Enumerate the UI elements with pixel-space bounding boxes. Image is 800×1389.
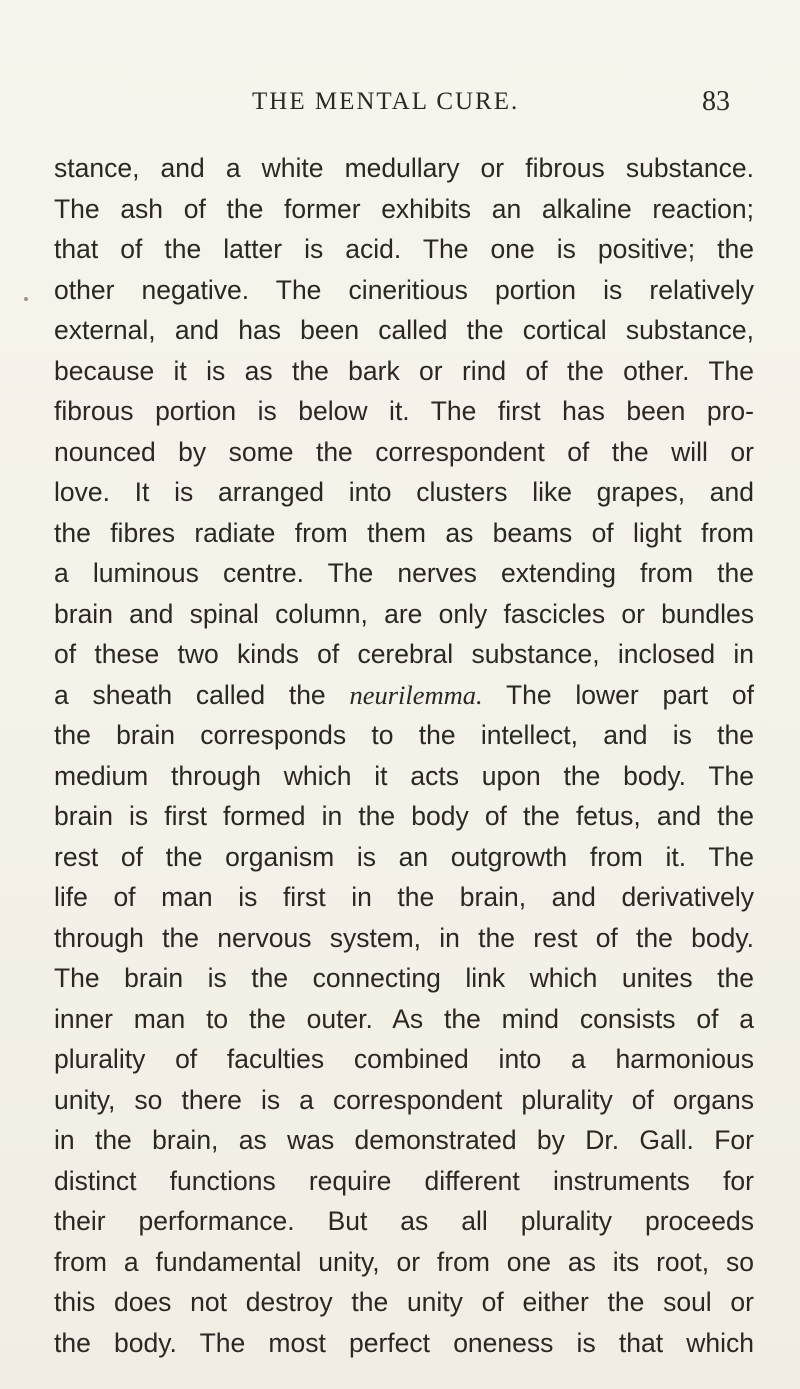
text-segment: a sheath called the — [54, 679, 326, 710]
text-line: this does not destroy the unity of either the soul or — [54, 1287, 754, 1317]
text-line: other negative. The cineritious portion is relatively — [54, 274, 754, 305]
text-line: inner man to the outer. As the mind consists of a — [54, 1003, 754, 1034]
text-line: the brain corresponds to the intellect, and is the — [54, 720, 754, 750]
text-line: love. It is arranged into clusters like grapes, and — [54, 477, 754, 507]
text-line: The ash of the former exhibits an alkaline reaction; — [54, 193, 754, 224]
text-line: life of man is first in the brain, and derivatively — [54, 882, 754, 912]
text-line: that of the latter is acid. The one is positive; the — [54, 234, 754, 264]
text-line: fibrous portion is below it. The first has been pro- — [54, 396, 754, 426]
running-title: THE MENTAL CURE. — [252, 88, 520, 115]
text-line: brain and spinal column, are only fascicles or bundles — [54, 598, 754, 629]
text-line-with-italic — [54, 675, 754, 716]
text-line: nounced by some the correspondent of the will or — [54, 436, 754, 467]
text-line: through the nervous system, in the rest of the body. — [54, 922, 754, 953]
italic-term: neurilemma. — [349, 679, 483, 710]
text-line: distinct functions require different instruments for — [54, 1165, 754, 1196]
text-line: stance, and a white medullary or fibrous substance. — [54, 153, 754, 183]
text-line: medium through which it acts upon the body. The — [54, 760, 754, 791]
text-line: brain is first formed in the body of the fetus, and the — [54, 801, 754, 831]
text-line: rest of the organism is an outgrowth from it. The — [54, 841, 754, 872]
text-line: the fibres radiate from them as beams of light from — [54, 517, 754, 548]
text-line: plurality of faculties combined into a harmonious — [54, 1044, 754, 1074]
text-line: a luminous centre. The nerves extending from the — [54, 558, 754, 588]
running-head — [40, 88, 770, 128]
text-line: in the brain, as was demonstrated by Dr. Gall. For — [54, 1125, 754, 1155]
text-line: because it is as the bark or rind of the other. The — [54, 355, 754, 386]
margin-mark — [24, 297, 28, 301]
text-line: of these two kinds of cerebral substance, inclosed in — [54, 639, 754, 669]
text-segment: The lower part of — [505, 679, 754, 710]
page-number: 83 — [702, 86, 730, 117]
text-line: the body. The most perfect oneness is that which — [54, 1327, 754, 1358]
text-line: unity, so there is a correspondent plurality of organs — [54, 1084, 754, 1115]
text-line: their performance. But as all plurality proceeds — [54, 1206, 754, 1236]
text-line: external, and has been called the cortical substance, — [54, 315, 754, 345]
text-line: from a fundamental unity, or from one as its root, so — [54, 1246, 754, 1277]
body-text — [54, 148, 754, 1363]
text-line: The brain is the connecting link which unites the — [54, 963, 754, 993]
